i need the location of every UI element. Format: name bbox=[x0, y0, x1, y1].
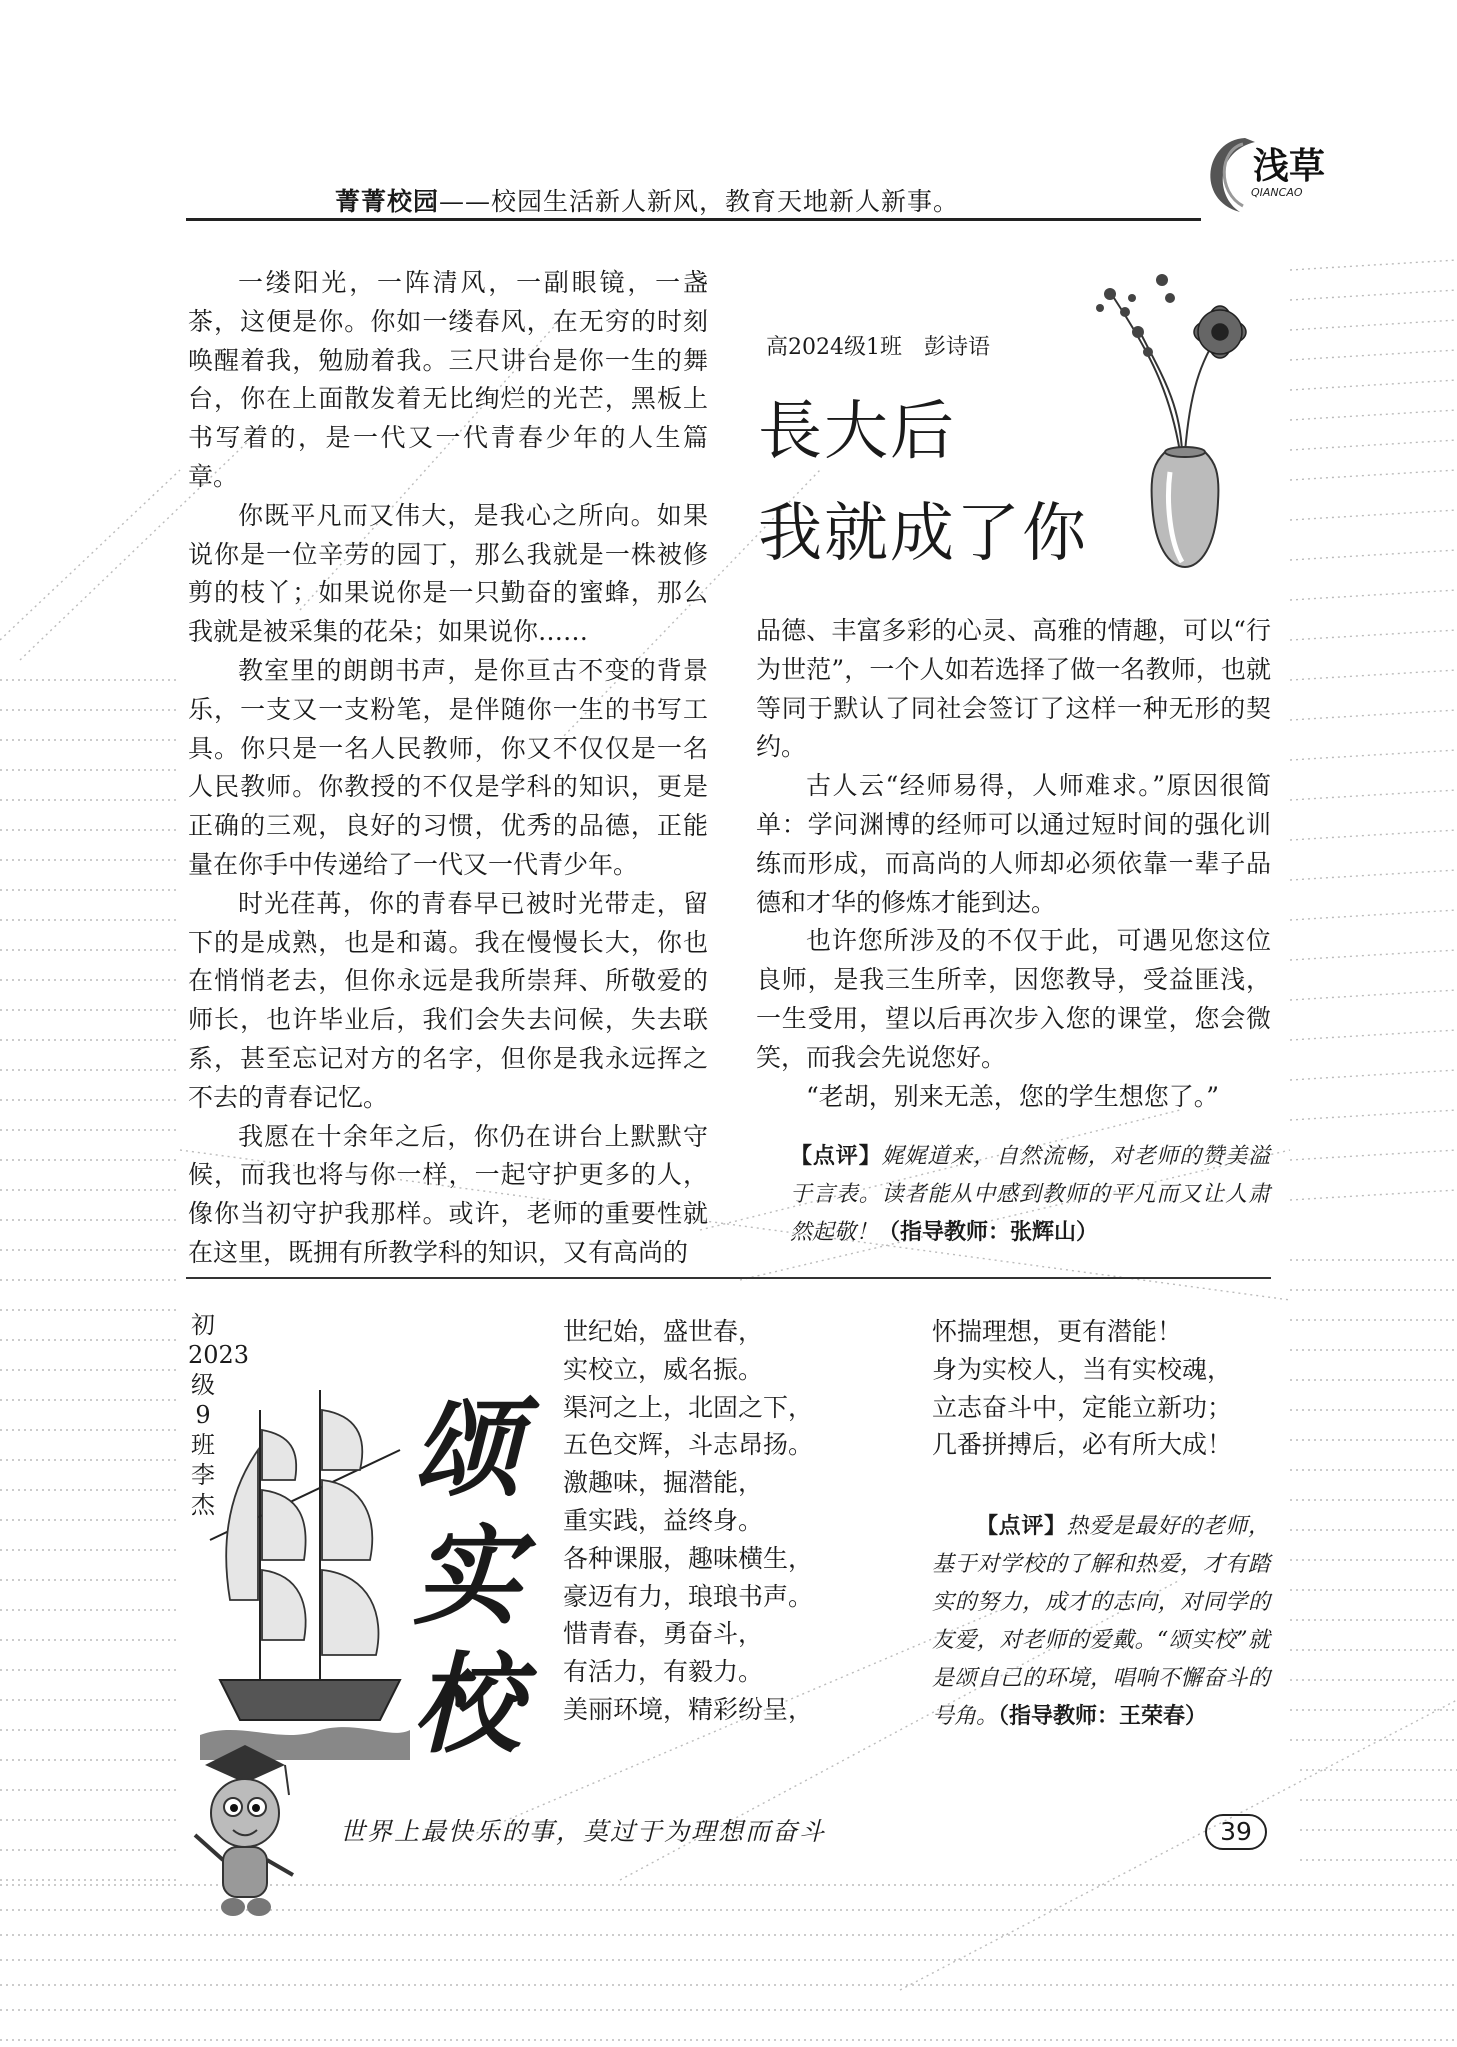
magazine-logo bbox=[1185, 130, 1335, 220]
comment-tag: 【点评】 bbox=[790, 1144, 882, 1169]
poem-line: 身为实校人，当有实校魂， bbox=[932, 1354, 1233, 1384]
article-1-byline: 高2024级1班 彭诗语 bbox=[766, 335, 990, 360]
footer-motto: 世界上最快乐的事，莫过于为理想而奋斗 bbox=[340, 1817, 827, 1846]
article-1-title-line-1: 長大后 bbox=[758, 395, 956, 469]
comment-text: 娓娓道来，自然流畅，对老师的赞美溢于言表。读者能从中感到教师的平凡而又让人肃然起敬！ bbox=[790, 1144, 1270, 1245]
article-1-right-column bbox=[756, 612, 1271, 1116]
poem-line: 豪迈有力，琅琅书声。 bbox=[563, 1581, 814, 1611]
comment-tag: 【点评】 bbox=[976, 1514, 1067, 1539]
page-number: 39 bbox=[1205, 1814, 1267, 1850]
paragraph: 教室里的朗朗书声，是你亘古不变的背景乐，一支又一支粉笔，是伴随你一生的书写工具。你只是一名人民教师，你又不仅仅是一名人民教师。你教授的不仅是学科的知识，更是正确的三观，良好的习惯，优秀的品德，正能量在你手中传递给了一代又一代青少年。 bbox=[188, 655, 708, 879]
sailing-ship-illustration bbox=[200, 1390, 410, 1760]
poem-line: 重实践，益终身。 bbox=[563, 1505, 764, 1535]
paragraph: 品德、丰富多彩的心灵、高雅的情趣，可以“行为世范”，一个人如若选择了做一名教师，也就等同于默认了同社会签订了这样一种无形的契约。 bbox=[756, 616, 1271, 762]
mascot-illustration bbox=[185, 1735, 305, 1935]
header-tagline: ——校园生活新人新风，教育天地新人新事。 bbox=[439, 187, 960, 216]
poem-line: 激趣味，掘潜能， bbox=[563, 1468, 764, 1498]
poem-line: 实校立，威名振。 bbox=[563, 1354, 764, 1384]
paragraph: 我愿在十余年之后，你仍在讲台上默默守候，而我也将与你一样，一起守护更多的人，像你当初守护我那样。或许，老师的重要性就在这里，既拥有所教学科的知识，又有高尚的 bbox=[188, 1121, 708, 1267]
article-2-byline: 初2023级9班 李 杰 bbox=[188, 1311, 250, 1519]
column-name: 菁菁校园 bbox=[335, 187, 440, 216]
teacher-credit: （指导教师：王荣春） bbox=[998, 1704, 1208, 1729]
flower-vase-illustration bbox=[1070, 272, 1280, 572]
header-divider bbox=[186, 218, 1201, 221]
teacher-credit: （指导教师：张辉山） bbox=[878, 1220, 1099, 1245]
poem-column-1 bbox=[563, 1313, 813, 1729]
poem-line: 有活力，有毅力。 bbox=[563, 1657, 764, 1687]
header-banner bbox=[335, 182, 959, 218]
article-2-comment bbox=[932, 1508, 1270, 1736]
logo-subtitle: QIANCAO bbox=[1251, 186, 1303, 199]
poem-line: 惜青春，勇奋斗， bbox=[563, 1619, 764, 1649]
article-1-left-column bbox=[188, 264, 708, 1273]
poem-column-2 bbox=[932, 1313, 1232, 1464]
paragraph: 你既平凡而又伟大，是我心之所向。如果说你是一位辛劳的园丁，那么我就是一株被修剪的枝丫；如果说你是一只勤奋的蜜蜂，那么我就是被采集的花朵；如果说你…… bbox=[188, 500, 708, 647]
poem-line: 渠河之上，北固之下， bbox=[563, 1392, 814, 1422]
poem-line: 怀揣理想，更有潜能！ bbox=[932, 1317, 1183, 1346]
paragraph: 也许您所涉及的不仅于此，可遇见您这位良师，是我三生所幸，因您教导，受益匪浅，一生受用，望以后再次步入您的课堂，您会微笑，而我会先说您好。 bbox=[756, 926, 1271, 1072]
comment-text: 热爱是最好的老师，基于对学校的了解和热爱，才有踏实的努力，成才的志向，对同学的友爱，对老师的爱戴。“颂实校”就是颂自己的环境，唱响不懈奋斗的号角。 bbox=[932, 1514, 1270, 1729]
article-1-comment bbox=[790, 1138, 1270, 1252]
poem-line: 各种课服，趣味横生， bbox=[563, 1543, 814, 1573]
poem-line: 世纪始，盛世春， bbox=[563, 1317, 764, 1346]
logo-title: 浅草 bbox=[1253, 146, 1326, 187]
paragraph: “老胡，别来无恙，您的学生想您了。” bbox=[806, 1081, 1220, 1111]
paragraph: 一缕阳光，一阵清风，一副眼镜，一盏茶，这便是你。你如一缕春风，在无穷的时刻唤醒着我，勉励着我。三尺讲台是你一生的舞台，你在上面散发着无比绚烂的光芒，黑板上书写着的，是一代又一代青春少年的人生篇章。 bbox=[188, 268, 708, 491]
poem-line: 几番拼搏后，必有所大成！ bbox=[932, 1430, 1233, 1460]
article-2-title: 颂实校 bbox=[412, 1386, 521, 1768]
poem-line: 美丽环境，精彩纷呈， bbox=[563, 1694, 814, 1724]
poem-line: 五色交辉，斗志昂扬。 bbox=[563, 1430, 814, 1460]
section-divider bbox=[186, 1277, 1271, 1279]
paragraph: 时光荏苒，你的青春早已被时光带走，留下的是成熟，也是和蔼。我在慢慢长大，你也在悄悄老去，但你永远是我所崇拜、所敬爱的师长，也许毕业后，我们会失去问候，失去联系，甚至忘记对方的名字，但你是我永远挥之不去的青春记忆。 bbox=[188, 888, 708, 1112]
poem-line: 立志奋斗中，定能立新功； bbox=[932, 1392, 1233, 1422]
article-1-title-line-2: 我就成了你 bbox=[758, 497, 1088, 571]
paragraph: 古人云“经师易得，人师难求。”原因很简单：学问渊博的经师可以通过短时间的强化训练而形成，而高尚的人师却必须依靠一辈子品德和才华的修炼才能到达。 bbox=[756, 771, 1271, 917]
